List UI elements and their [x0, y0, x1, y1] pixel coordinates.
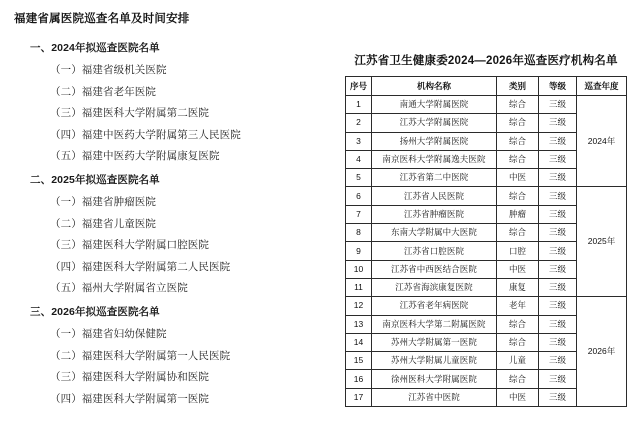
cell-name: 苏州大学附属第一医院	[372, 333, 497, 351]
cell-name: 江苏省老年病医院	[372, 297, 497, 315]
cell-no: 15	[346, 352, 372, 370]
cell-type: 综合	[497, 224, 539, 242]
cell-level: 三级	[539, 352, 577, 370]
list-item: （三）福建医科大学附属第二医院	[50, 107, 209, 119]
cell-name: 南京医科大学附属逸夫医院	[372, 150, 497, 168]
cell-name: 江苏省中西医结合医院	[372, 260, 497, 278]
cell-name: 江苏省海滨康复医院	[372, 278, 497, 296]
section-heading: 二、2025年拟巡查医院名单	[30, 174, 160, 186]
cell-no: 7	[346, 205, 372, 223]
cell-level: 三级	[539, 96, 577, 114]
cell-type: 中医	[497, 388, 539, 406]
cell-level: 三级	[539, 205, 577, 223]
cell-no: 13	[346, 315, 372, 333]
cell-name: 江苏省口腔医院	[372, 242, 497, 260]
cell-name: 扬州大学附属医院	[372, 132, 497, 150]
cell-level: 三级	[539, 242, 577, 260]
cell-type: 综合	[497, 370, 539, 388]
cell-type: 康复	[497, 278, 539, 296]
document-title: 福建省属医院巡查名单及时间安排	[14, 13, 190, 25]
cell-type: 综合	[497, 132, 539, 150]
list-item: （一）福建省级机关医院	[50, 64, 167, 76]
cell-name: 苏州大学附属儿童医院	[372, 352, 497, 370]
cell-name: 江苏省人民医院	[372, 187, 497, 205]
cell-year-group: 2025年	[577, 187, 627, 297]
list-item: （二）福建省老年医院	[50, 85, 156, 98]
cell-name: 江苏省第二中医院	[372, 169, 497, 187]
cell-name: 江苏大学附属医院	[372, 114, 497, 132]
section	[14, 40, 334, 163]
cell-type: 综合	[497, 114, 539, 132]
list-item: （二）福建医科大学附属第一人民医院	[50, 349, 231, 362]
column-header-no: 序号	[346, 77, 372, 96]
cell-name: 江苏省中医院	[372, 388, 497, 406]
cell-level: 三级	[539, 187, 577, 205]
cell-year-group: 2026年	[577, 297, 627, 407]
cell-level: 三级	[539, 388, 577, 406]
column-header-level: 等级	[539, 77, 577, 96]
list-item: （四）福建医科大学附属第一医院	[50, 392, 209, 405]
section-list	[14, 40, 334, 406]
cell-no: 16	[346, 370, 372, 388]
cell-type: 综合	[497, 187, 539, 205]
table-title: 江苏省卫生健康委2024—2026年巡查医疗机构名单	[354, 55, 618, 67]
cell-no: 14	[346, 333, 372, 351]
cell-name: 南京医科大学第二附属医院	[372, 315, 497, 333]
cell-level: 三级	[539, 169, 577, 187]
left-document-column	[14, 10, 334, 415]
cell-name: 东南大学附属中大医院	[372, 224, 497, 242]
section	[14, 172, 334, 295]
cell-type: 儿童	[497, 352, 539, 370]
cell-level: 三级	[539, 114, 577, 132]
cell-level: 三级	[539, 132, 577, 150]
cell-type: 中医	[497, 169, 539, 187]
table-row	[346, 96, 627, 114]
list-item: （五）福建中医药大学附属康复医院	[50, 150, 220, 162]
section-heading: 三、2026年拟巡查医院名单	[30, 306, 160, 318]
list-item: （一）福建省肿瘤医院	[50, 196, 156, 208]
section	[14, 304, 334, 406]
cell-no: 1	[346, 96, 372, 114]
column-header-year: 巡查年度	[577, 77, 627, 96]
cell-no: 8	[346, 224, 372, 242]
cell-type: 中医	[497, 260, 539, 278]
cell-type: 综合	[497, 333, 539, 351]
list-item: （一）福建省妇幼保健院	[50, 328, 167, 340]
cell-type: 老年	[497, 297, 539, 315]
cell-level: 三级	[539, 260, 577, 278]
cell-no: 11	[346, 278, 372, 296]
cell-no: 2	[346, 114, 372, 132]
cell-no: 6	[346, 187, 372, 205]
cell-no: 3	[346, 132, 372, 150]
table-row	[346, 297, 627, 315]
cell-type: 综合	[497, 315, 539, 333]
cell-no: 17	[346, 388, 372, 406]
table-row	[346, 187, 627, 205]
list-item: （二）福建省儿童医院	[50, 217, 156, 230]
cell-no: 10	[346, 260, 372, 278]
cell-no: 4	[346, 150, 372, 168]
cell-level: 三级	[539, 150, 577, 168]
inspection-institutions-table	[345, 76, 627, 407]
table-header-row	[346, 77, 627, 96]
list-item: （四）福建中医药大学附属第三人民医院	[50, 128, 241, 141]
cell-name: 南通大学附属医院	[372, 96, 497, 114]
cell-level: 三级	[539, 224, 577, 242]
cell-type: 肿瘤	[497, 205, 539, 223]
cell-level: 三级	[539, 333, 577, 351]
list-item: （三）福建医科大学附属口腔医院	[50, 239, 209, 251]
cell-type: 综合	[497, 150, 539, 168]
table-body	[346, 96, 627, 407]
cell-level: 三级	[539, 315, 577, 333]
list-item: （五）福州大学附属省立医院	[50, 282, 188, 294]
section-heading: 一、2024年拟巡查医院名单	[30, 42, 160, 54]
cell-year-group: 2024年	[577, 96, 627, 187]
cell-no: 9	[346, 242, 372, 260]
cell-type: 综合	[497, 96, 539, 114]
cell-no: 5	[346, 169, 372, 187]
cell-type: 口腔	[497, 242, 539, 260]
cell-level: 三级	[539, 370, 577, 388]
column-header-type: 类别	[497, 77, 539, 96]
list-item: （三）福建医科大学附属协和医院	[50, 371, 209, 383]
cell-level: 三级	[539, 278, 577, 296]
list-item: （四）福建医科大学附属第二人民医院	[50, 260, 231, 273]
column-header-name: 机构名称	[372, 77, 497, 96]
right-table-column	[345, 52, 627, 407]
cell-level: 三级	[539, 297, 577, 315]
cell-name: 江苏省肿瘤医院	[372, 205, 497, 223]
cell-no: 12	[346, 297, 372, 315]
cell-name: 徐州医科大学附属医院	[372, 370, 497, 388]
